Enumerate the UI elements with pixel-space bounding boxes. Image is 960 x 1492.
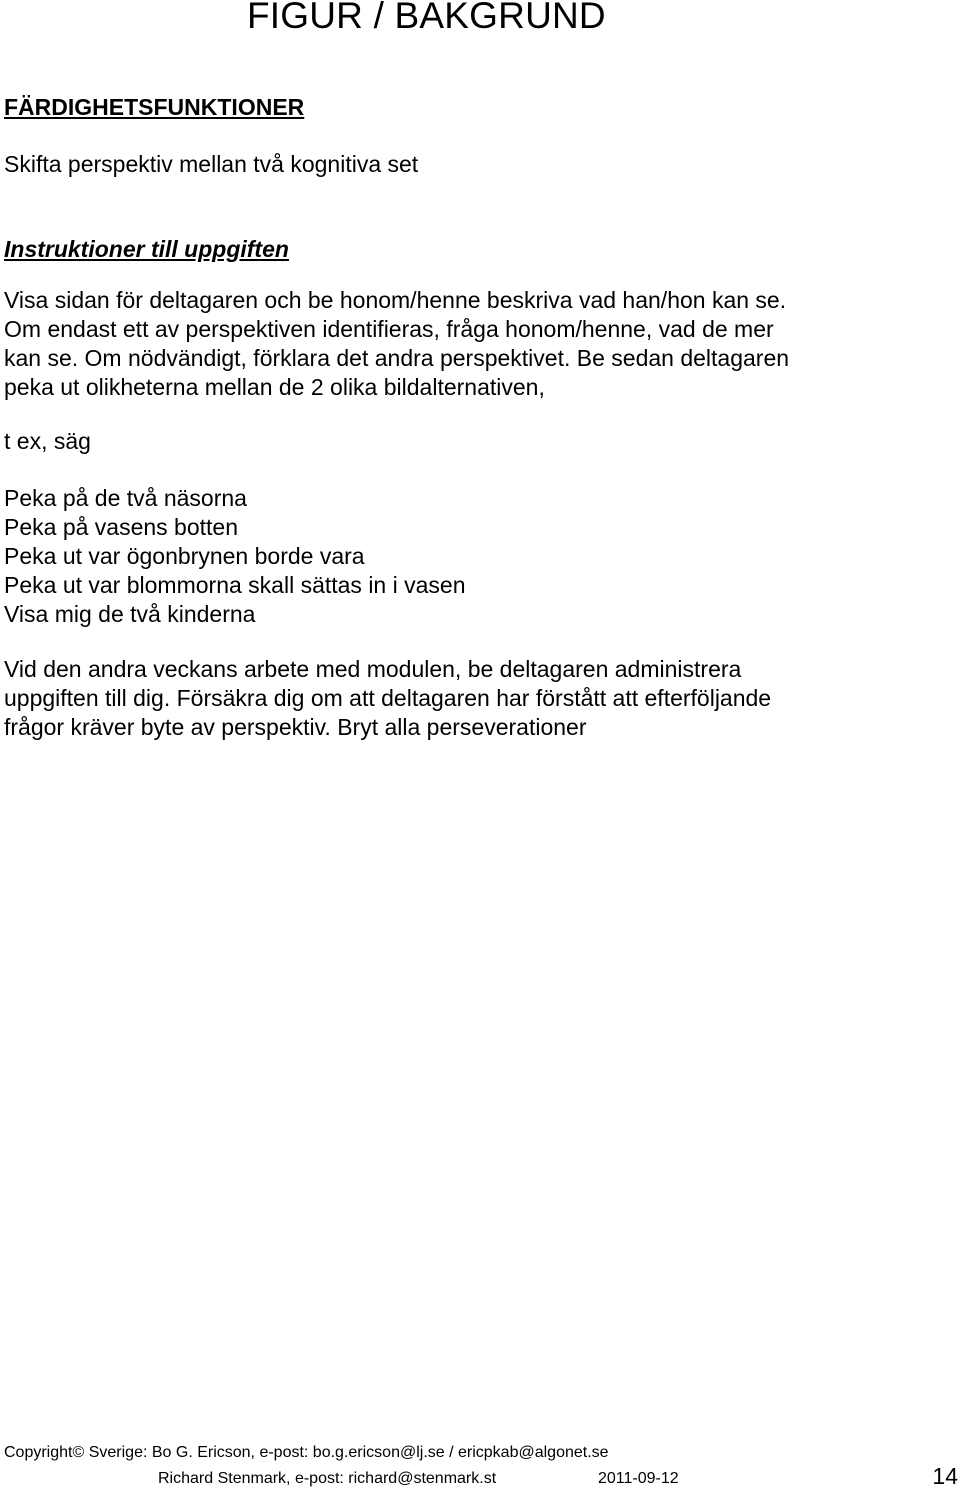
instructions-heading: Instruktioner till uppgiften <box>4 236 289 262</box>
footer-copyright: Copyright© Sverige: Bo G. Ericson, e-post: bo.g.ericson@lj.se / ericpkab@algonet.se <box>4 1444 609 1461</box>
page-title: FIGUR / BAKGRUND <box>247 0 606 36</box>
page-footer <box>4 1440 960 1492</box>
example-prompt-list <box>4 484 954 629</box>
instructions-line: Visa sidan för deltagaren och be honom/henne beskriva vad han/hon kan se. <box>4 287 787 313</box>
page-number: 14 <box>932 1463 958 1489</box>
example-prompt: Peka på vasens botten <box>4 514 238 540</box>
example-prompt: Peka på de två näsorna <box>4 485 247 511</box>
footer-date: 2011-09-12 <box>598 1470 679 1487</box>
example-prompt: Peka ut var blommorna skall sättas in i vasen <box>4 572 466 598</box>
followup-line: Vid den andra veckans arbete med modulen, be deltagaren administrera <box>4 656 742 682</box>
footer-author: Richard Stenmark, e-post: richard@stenmark.st <box>158 1470 497 1487</box>
instructions-line: Om endast ett av perspektiven identifieras, fråga honom/henne, vad de mer <box>4 316 774 342</box>
followup-paragraph <box>4 655 954 742</box>
example-prompt: Peka ut var ögonbrynen borde vara <box>4 543 365 569</box>
section-heading-skills: FÄRDIGHETSFUNKTIONER <box>4 94 305 120</box>
instructions-line: kan se. Om nödvändigt, förklara det andra perspektivet. Be sedan deltagaren <box>4 345 790 371</box>
instructions-paragraph <box>4 286 954 402</box>
skill-description: Skifta perspektiv mellan två kognitiva set <box>4 151 419 177</box>
followup-line: frågor kräver byte av perspektiv. Bryt alla perseverationer <box>4 714 587 740</box>
instructions-line: peka ut olikheterna mellan de 2 olika bildalternativen, <box>4 374 545 400</box>
followup-line: uppgiften till dig. Försäkra dig om att deltagaren har förstått att efterföljande <box>4 685 772 711</box>
example-prompt: Visa mig de två kinderna <box>4 601 256 627</box>
example-intro: t ex, säg <box>4 428 91 454</box>
